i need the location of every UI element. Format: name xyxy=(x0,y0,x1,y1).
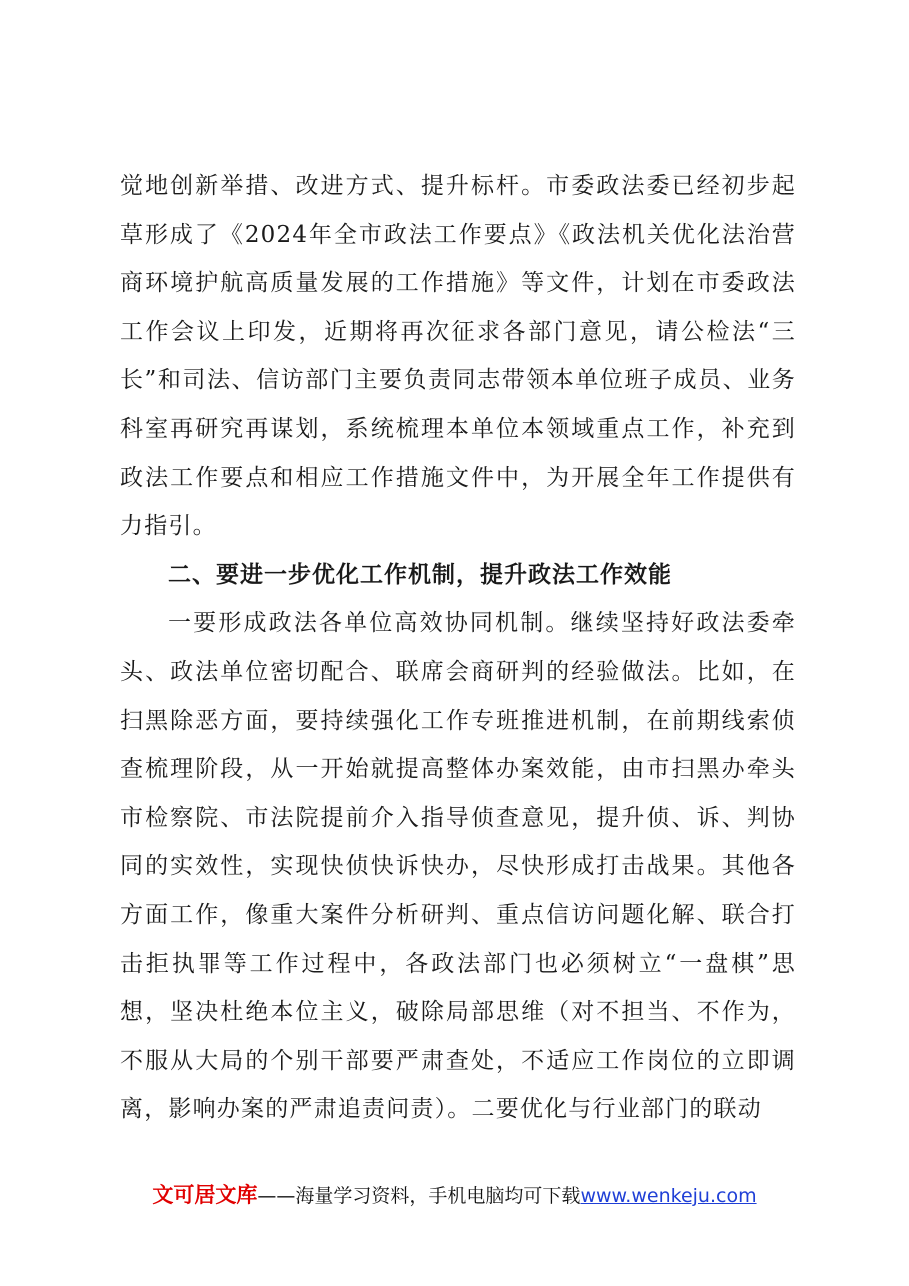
document-body xyxy=(120,162,796,1134)
page-footer xyxy=(0,1180,909,1211)
footer-tagline: ——海量学习资料，手机电脑均可下载 xyxy=(257,1185,581,1207)
section-heading: 二、要进一步优化工作机制，提升政法工作效能 xyxy=(168,561,672,588)
paragraph-continuation: 觉地创新举措、改进方式、提升标杆。市委政法委已经初步起草形成了《2024年全市政法工作要点》《政法机关优化法治营商环境护航高质量发展的工作措施》等文件，计划在市委政法工作会议上印发，近期将再次征求各部门意见，请公检法“三长”和司法、信访部门主要负责同志带领本单位班子成员、业务科室再研究再谋划，系统梳理本单位本领域重点工作，补充到政法工作要点和相应工作措施文件中，为开展全年工作提供有力指引。 xyxy=(120,173,796,540)
footer-brand: 文可居文库 xyxy=(152,1183,258,1207)
footer-site-link[interactable]: www.wenkeju.com xyxy=(580,1185,757,1207)
paragraph-body: 一要形成政法各单位高效协同机制。继续坚持好政法委牵头、政法单位密切配合、联席会商研判的经验做法。比如，在扫黑除恶方面，要持续强化工作专班推进机制，在前期线索侦查梳理阶段，从一开始就提高整体办案效能，由市扫黑办牵头市检察院、市法院提前介入指导侦查意见，提升侦、诉、判协同的实效性，实现快侦快诉快办，尽快形成打击战果。其他各方面工作，像重大案件分析研判、重点信访问题化解、联合打击拒执罪等工作过程中，各政法部门也必须树立“一盘棋”思想，坚决杜绝本位主义，破除局部思维（对不担当、不作为，不服从大局的个别干部要严肃查处，不适应工作岗位的立即调离，影响办案的严肃追责问责）。二要优化与行业部门的联动 xyxy=(120,610,796,1123)
